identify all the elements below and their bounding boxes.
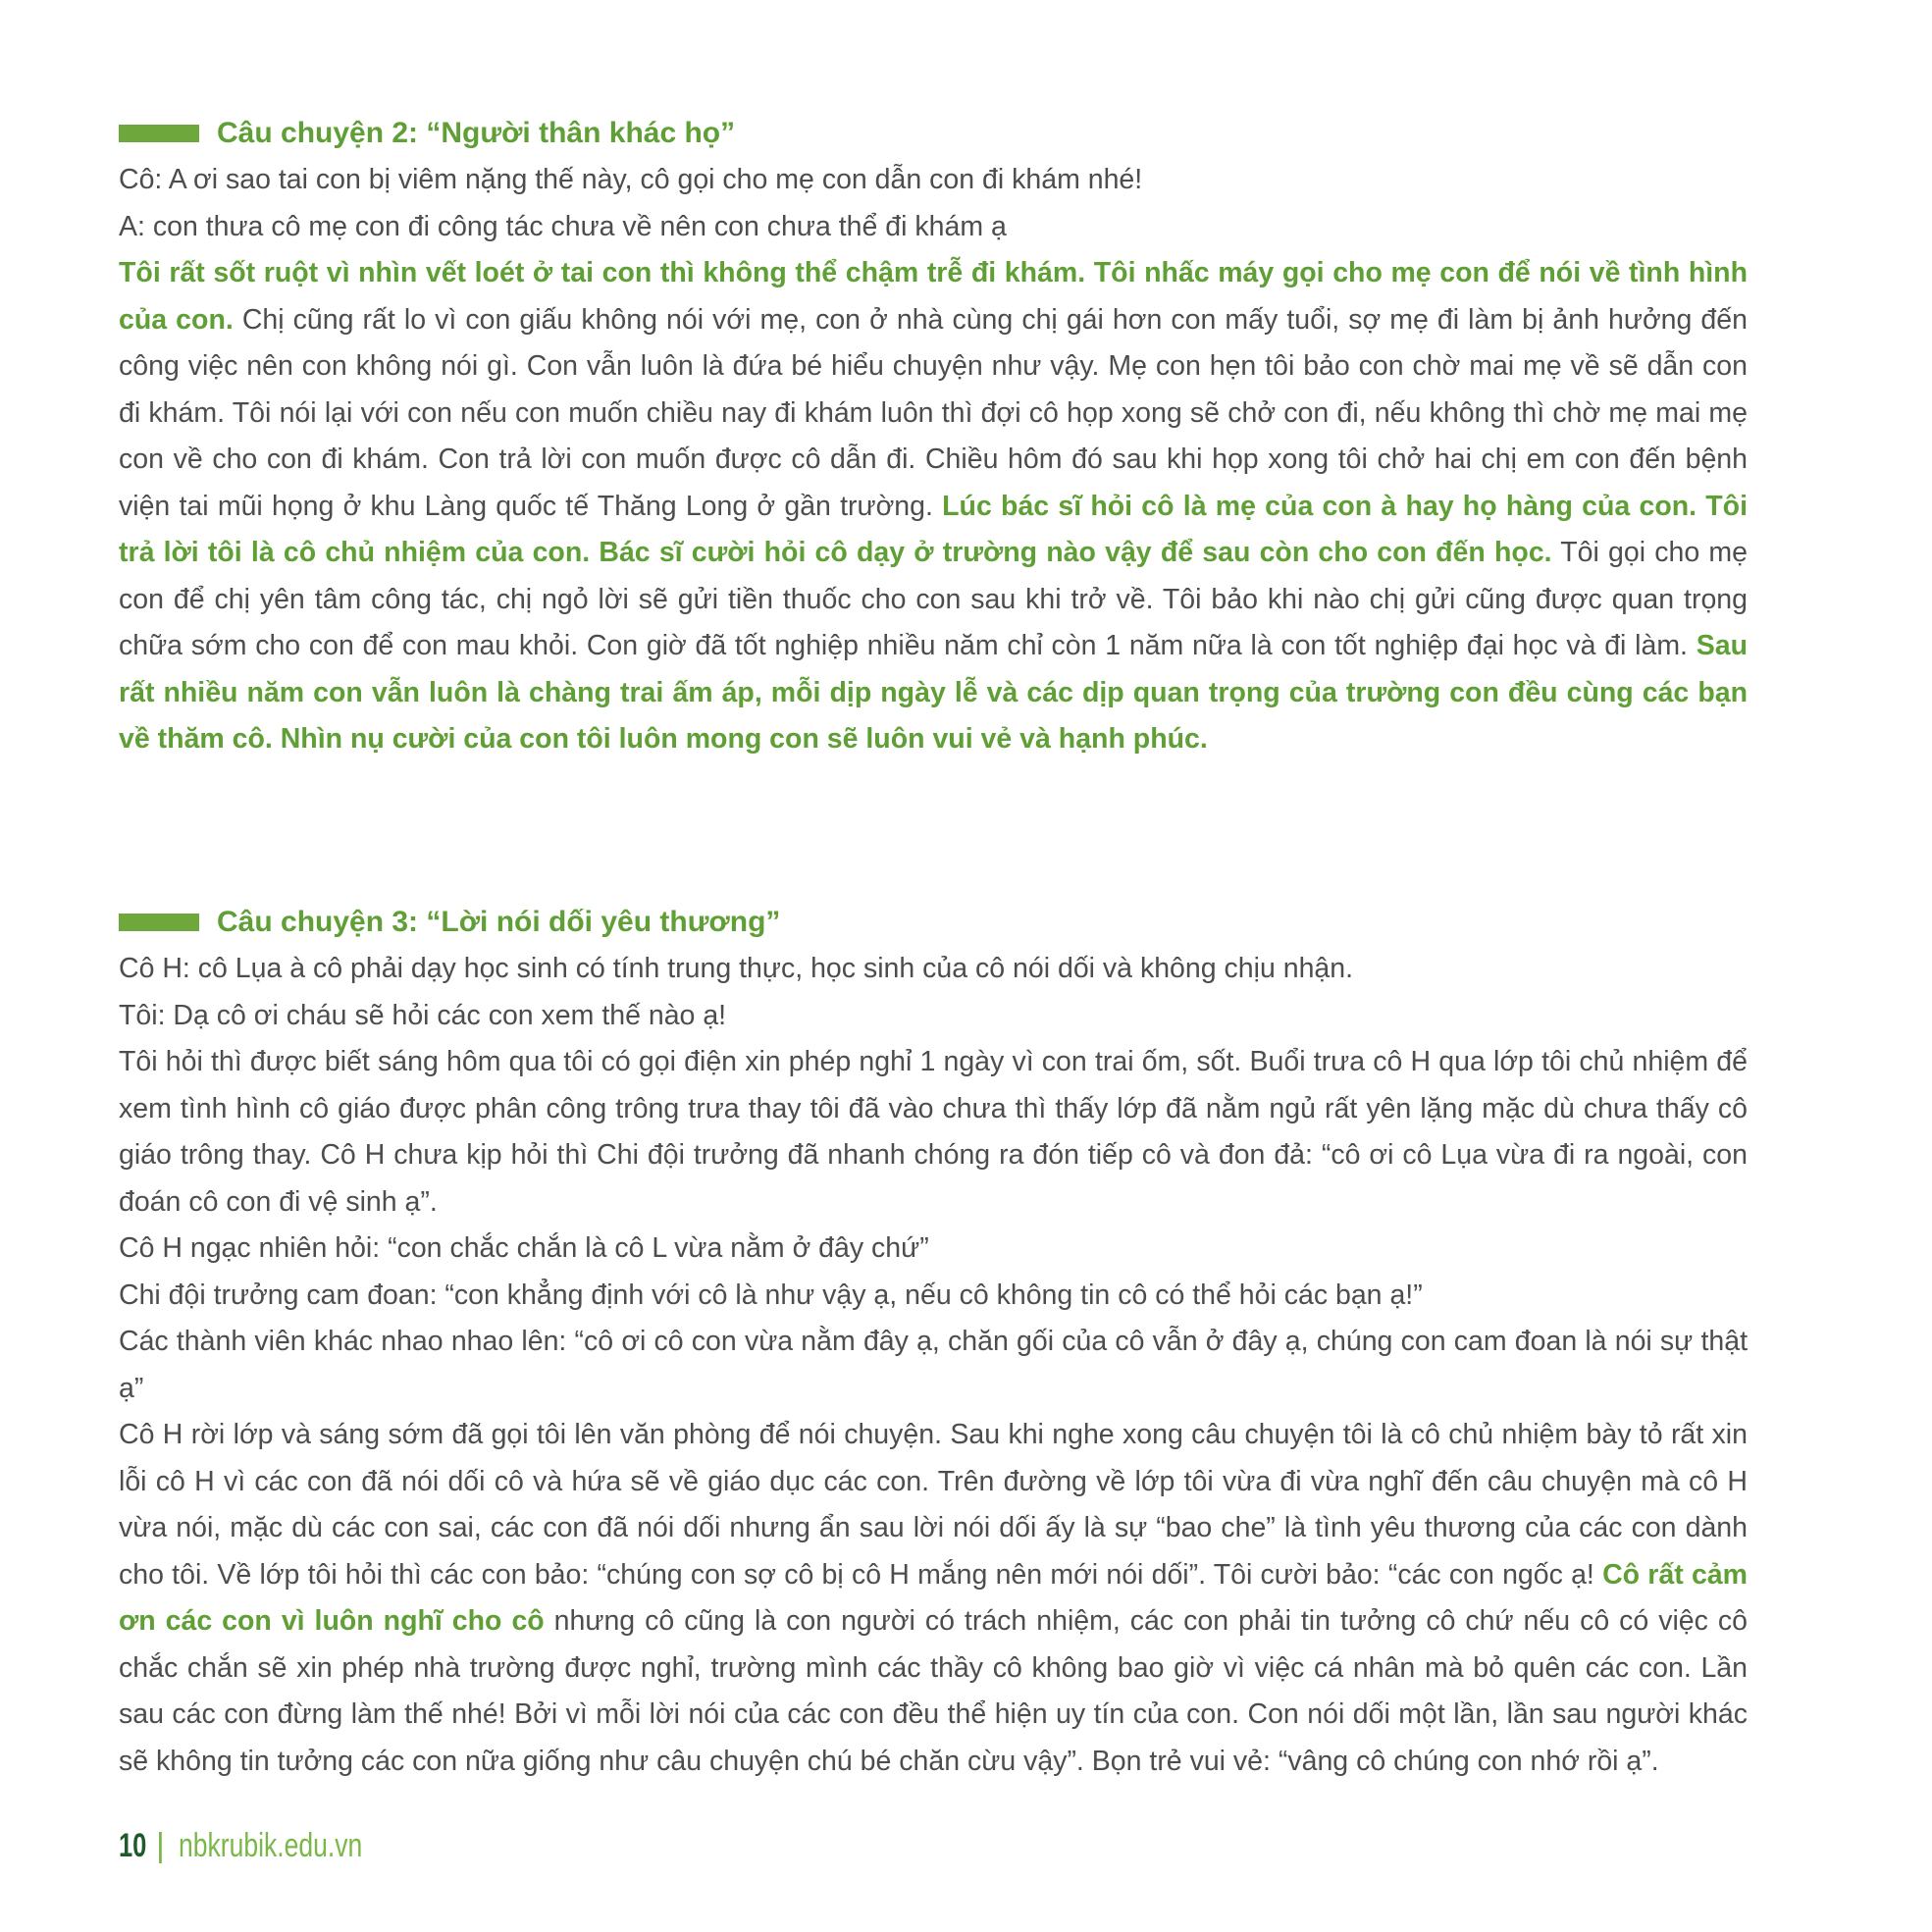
story-3-heading xyxy=(119,899,1748,946)
heading-bar xyxy=(119,914,199,931)
dialogue-line: Chi đội trưởng cam đoan: “con khẳng định với cô là như vậy ạ, nếu cô không tin cô có thể hỏi các bạn ạ!” xyxy=(119,1279,1423,1311)
page-footer xyxy=(119,1827,414,1865)
story-2-heading xyxy=(119,110,1748,157)
body-text: Cô H rời lớp và sáng sớm đã gọi tôi lên văn phòng để nói chuyện. Sau khi nghe xong câu chuyện tôi là cô chủ nhiệm bày tỏ rất xin lỗi cô H vì các con đã nói dối cô và hứa sẽ về giáo dục các con. Trên đường về lớp tôi vừa đi vừa nghĩ đến câu chuyện mà cô H vừa nói, mặc dù các con sai, các con đã nói dối nhưng ẩn sau lời nói dối ấy là sự “bao che” là tình yêu thương của các con dành cho tôi. Về lớp tôi hỏi thì các con bảo: “chúng con sợ cô bị cô H mắng nên mới nói dối”. Tôi cười bảo: “các con ngốc ạ! xyxy=(119,1419,1748,1591)
page-number: 10 xyxy=(119,1827,147,1864)
story-3-title: Câu chuyện 3: “Lời nói dối yêu thương” xyxy=(217,906,781,938)
story-paragraph xyxy=(119,1412,1748,1785)
story-2 xyxy=(119,110,1748,763)
dialogue-line: Các thành viên khác nhao nhao lên: “cô ơi cô con vừa nằm đây ạ, chăn gối của cô vẫn ở đây ạ, chúng con cam đoan là nói sự thật ạ” xyxy=(119,1326,1748,1404)
body-text: Chị cũng rất lo vì con giấu không nói với mẹ, con ở nhà cùng chị gái hơn con mấy tuổi, sợ mẹ đi làm bị ảnh hưởng đến công việc nên con không nói gì. Con vẫn luôn là đứa bé hiểu chuyện như vậy. Mẹ con hẹn tôi bảo con chờ mai mẹ về sẽ dẫn con đi khám. Tôi nói lại với con nếu con muốn chiều nay đi khám luôn thì đợi cô họp xong sẽ chở con đi, nếu không thì chờ mẹ mai mẹ con về cho con đi khám. Con trả lời con muốn được cô dẫn đi. Chiều hôm đó sau khi họp xong tôi chở hai chị em con đến bệnh viện tai mũi họng ở khu Làng quốc tế Thăng Long ở gần trường. xyxy=(119,303,1748,522)
story-paragraph: Tôi hỏi thì được biết sáng hôm qua tôi có gọi điện xin phép nghỉ 1 ngày vì con trai ốm, sốt. Buổi trưa cô H qua lớp tôi chủ nhiệm để xem tình hình cô giáo được phân công trông trưa thay tôi đã vào chưa thì thấy lớp đã nằm ngủ rất yên lặng mặc dù chưa thấy cô giáo trông thay. Cô H chưa kịp hỏi thì Chi đội trưởng đã nhanh chóng ra đón tiếp cô và đon đả: “cô ơi cô Lụa vừa đi ra ngoài, con đoán cô con đi vệ sinh ạ”. xyxy=(119,1046,1748,1218)
website-link[interactable]: nbkrubik.edu.vn xyxy=(178,1827,363,1864)
dialogue-line: Cô: A ơi sao tai con bị viêm nặng thế này, cô gọi cho mẹ con dẫn con đi khám nhé! xyxy=(119,164,1143,195)
highlight-text: Sau rất nhiều năm con vẫn luôn là chàng trai ấm áp, mỗi dịp ngày lễ và các dịp quan trọng của trường con đều cùng các bạn về thăm cô. Nhìn nụ cười của con tôi luôn mong con sẽ luôn vui vẻ và hạnh phúc. xyxy=(119,630,1748,755)
dialogue-line: Cô H ngạc nhiên hỏi: “con chắc chắn là cô L vừa nằm ở đây chứ” xyxy=(119,1232,929,1264)
dialogue-line: Cô H: cô Lụa à cô phải dạy học sinh có tính trung thực, học sinh của cô nói dối và không chịu nhận. xyxy=(119,953,1354,984)
story-3 xyxy=(119,899,1748,1785)
highlight-text: Cô rất cảm ơn các con vì luôn nghĩ cho cô xyxy=(119,1558,1748,1637)
dialogue-line: Tôi: Dạ cô ơi cháu sẽ hỏi các con xem thế nào ạ! xyxy=(119,999,727,1031)
footer-separator: | xyxy=(156,1827,165,1864)
body-text: Tôi gọi cho mẹ con để chị yên tâm công tác, chị ngỏ lời sẽ gửi tiền thuốc cho con sau khi trở về. Tôi bảo khi nào chị gửi cũng được quan trọng chữa sớm cho con để con mau khỏi. Con giờ đã tốt nghiệp nhiều năm chỉ còn 1 năm nữa là con tốt nghiệp đại học và đi làm. xyxy=(119,537,1748,661)
story-paragraph xyxy=(119,250,1748,763)
dialogue-line: A: con thưa cô mẹ con đi công tác chưa về nên con chưa thể đi khám ạ xyxy=(119,210,1007,242)
highlight-text: Tôi rất sốt ruột vì nhìn vết loét ở tai con thì không thể chậm trễ đi khám. Tôi nhấc máy gọi cho mẹ con để nói về tình hình của con. xyxy=(119,257,1748,336)
highlight-text: Lúc bác sĩ hỏi cô là mẹ của con à hay họ hàng của con. Tôi trả lời tôi là cô chủ nhiệm của con. Bác sĩ cười hỏi cô dạy ở trường nào vậy để sau còn cho con đến học. xyxy=(119,490,1749,568)
story-2-title: Câu chuyện 2: “Người thân khác họ” xyxy=(217,117,736,149)
body-text: nhưng cô cũng là con người có trách nhiệm, các con phải tin tưởng cô chứ nếu cô có việc cô chắc chắn sẽ xin phép nhà trường được nghỉ, trường mình các thầy cô không bao giờ vì việc cá nhân mà bỏ quên các con. Lần sau các con đừng làm thế nhé! Bởi vì mỗi lời nói của các con đều thể hiện uy tín của con. Con nói dối một lần, lần sau người khác sẽ không tin tưởng các con nữa giống như câu chuyện chú bé chăn cừu vậy”. Bọn trẻ vui vẻ: “vâng cô chúng con nhớ rồi ạ”. xyxy=(119,1605,1748,1777)
heading-bar xyxy=(119,125,199,142)
